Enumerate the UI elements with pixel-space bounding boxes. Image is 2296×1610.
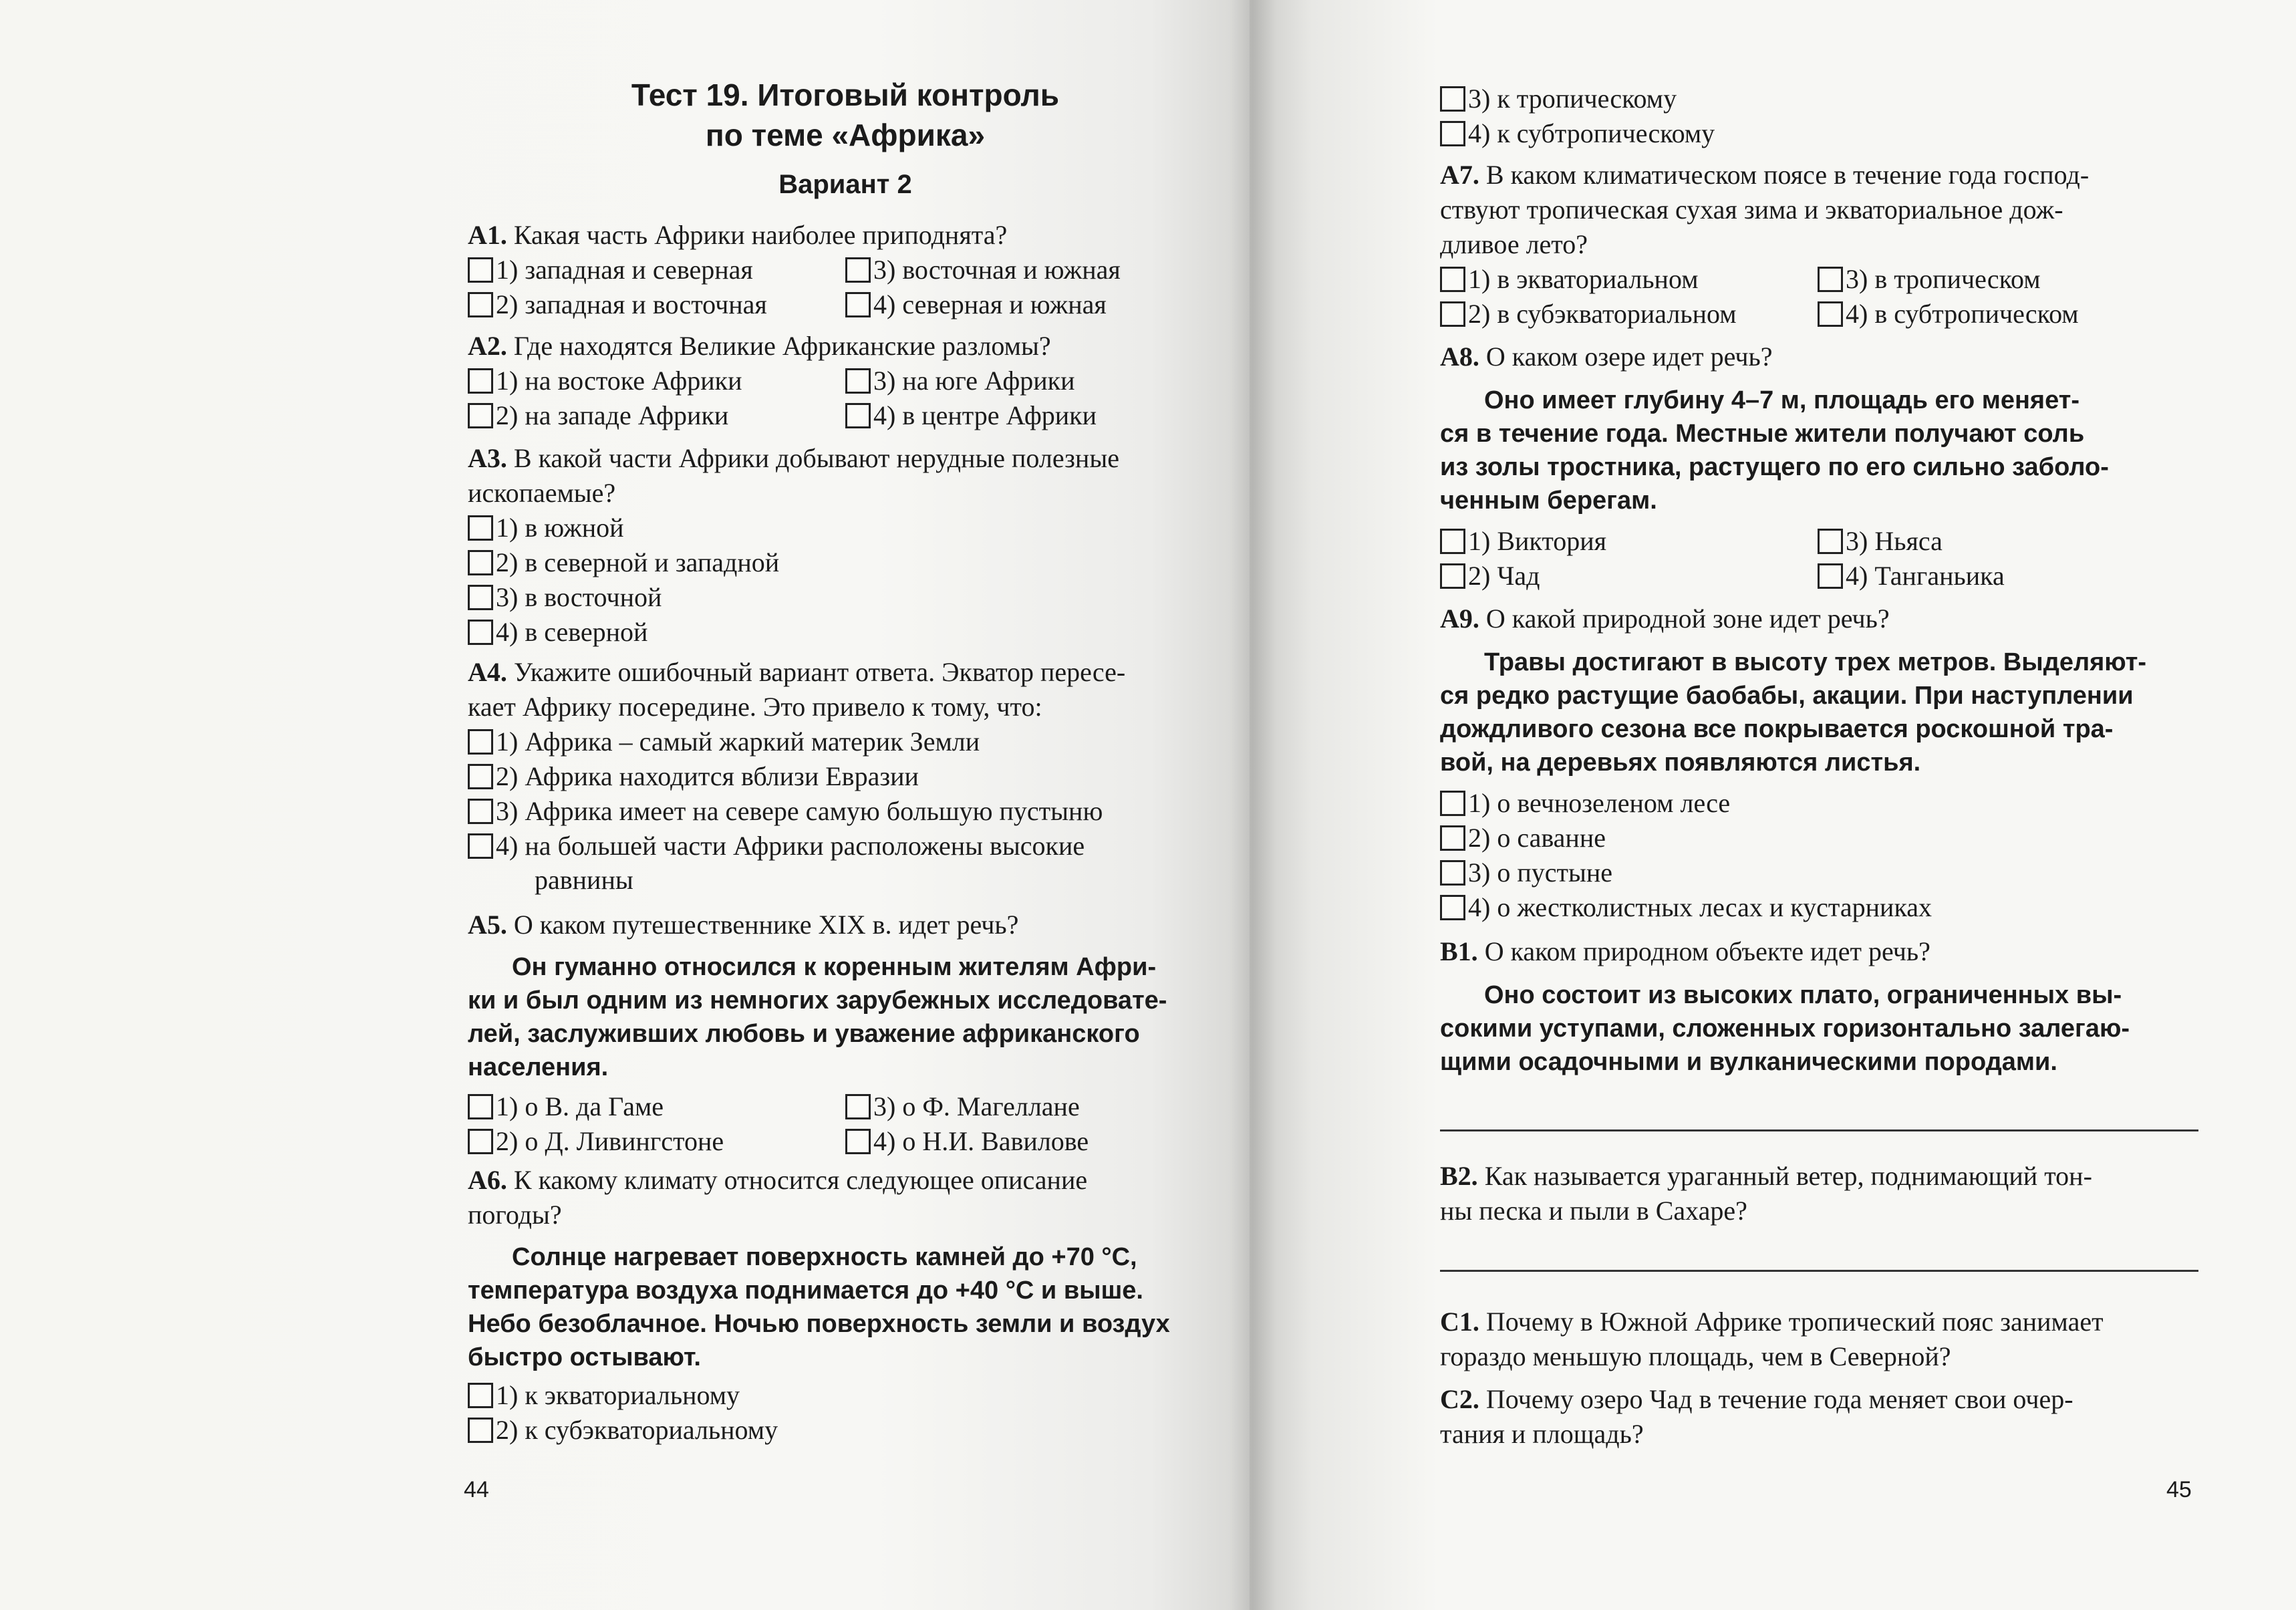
question-body: Почему в Южной Африке тропический пояс занимает	[1479, 1307, 2104, 1337]
option-label: 1) Африка – самый жаркий материк Земли	[496, 726, 980, 757]
option-label: 2) Африка находится вблизи Евразии	[496, 761, 919, 791]
page-number-right: 45	[2166, 1477, 2192, 1502]
option-label: 1) в экваториальном	[1468, 264, 1699, 294]
option-label: 2) на западе Африки	[496, 400, 729, 430]
option-4-continuation: равнины	[535, 865, 633, 895]
description-line: ченным берегам.	[1440, 487, 1657, 515]
checkbox[interactable]	[845, 1094, 871, 1119]
option-label: 4) о жестколистных лесах и кустарниках	[1468, 892, 1932, 922]
description	[1440, 384, 2198, 517]
question-number: А3.	[468, 443, 507, 473]
checkbox[interactable]	[845, 403, 871, 428]
checkbox[interactable]	[1440, 791, 1465, 816]
question-body: Укажите ошибочный вариант ответа. Экватор пересе-	[507, 657, 1126, 687]
option-label: 4) на большей части Африки расположены высокие	[496, 831, 1085, 861]
checkbox[interactable]	[468, 585, 493, 610]
option-4[interactable]	[845, 1124, 1089, 1159]
question-b1	[1440, 934, 2198, 1079]
description-line: Оно имеет глубину 4–7 м, площадь его меняет-	[1484, 386, 2079, 414]
option-4[interactable]	[468, 615, 648, 650]
question-body: Где находятся Великие Африканские разломы?	[507, 331, 1051, 361]
option-label: 1) Виктория	[1468, 526, 1607, 556]
question-a9	[1440, 601, 2198, 925]
option-row	[1440, 559, 2198, 593]
page-number-left: 44	[464, 1477, 489, 1502]
description-line: Оно состоит из высоких плато, ограниченных вы-	[1484, 981, 2122, 1009]
answer-line-b2[interactable]	[1440, 1270, 2198, 1272]
option-row	[1440, 116, 2198, 151]
option-label: 2) в северной и западной	[496, 547, 780, 577]
option-row	[468, 794, 1223, 829]
description-line: вой, на деревьях появляются листья.	[1440, 749, 1921, 777]
question-body: Почему озеро Чад в течение года меняет свои очер-	[1479, 1384, 2073, 1414]
option-label: 2) о Д. Ливингстоне	[496, 1126, 724, 1156]
checkbox[interactable]	[1440, 563, 1465, 589]
option-row	[468, 829, 1223, 863]
checkbox[interactable]	[468, 403, 493, 428]
option-4[interactable]	[845, 398, 1097, 433]
question-body: В какой части Африки добывают нерудные полезные	[507, 443, 1119, 473]
question-body: О каком природном объекте идет речь?	[1477, 936, 1930, 966]
option-row	[1440, 297, 2198, 331]
option-row	[468, 1413, 1223, 1448]
description-line: дождливого сезона все покрывается роскошной тра-	[1440, 715, 2114, 743]
option-label: 3) о пустыне	[1468, 857, 1612, 888]
question-a6	[468, 1163, 1223, 1448]
checkbox[interactable]	[1440, 529, 1465, 554]
checkbox[interactable]	[468, 764, 493, 789]
checkbox[interactable]	[1818, 563, 1843, 589]
option-label: 2) Чад	[1468, 561, 1540, 591]
description-line: Солнце нагревает поверхность камней до +70 °С,	[512, 1243, 1137, 1271]
description	[1440, 646, 2198, 779]
option-2[interactable]	[468, 398, 845, 433]
description-line: температура воздуха поднимается до +40 °С и выше.	[468, 1277, 1143, 1305]
question-a5	[468, 908, 1223, 1159]
question-a7	[1440, 158, 2198, 331]
question-a8	[1440, 340, 2198, 593]
checkbox[interactable]	[1440, 86, 1465, 112]
question-text	[1440, 934, 2198, 969]
option-row	[468, 1089, 1223, 1124]
checkbox[interactable]	[1818, 301, 1843, 327]
description-line: щими осадочными и вулканическими породами.	[1440, 1048, 2057, 1076]
option-2[interactable]	[468, 1413, 778, 1448]
option-label: 3) к тропическому	[1468, 84, 1677, 114]
option-label: 4) в северной	[496, 617, 648, 647]
checkbox[interactable]	[845, 1129, 871, 1154]
question-text-cont: ны песка и пыли в Сахаре?	[1440, 1196, 1747, 1226]
option-label: 3) в восточной	[496, 582, 662, 612]
checkbox[interactable]	[468, 1418, 493, 1443]
option-1[interactable]	[468, 253, 845, 287]
option-1[interactable]	[1440, 524, 1818, 559]
option-row	[468, 1378, 1223, 1413]
question-body: К какому климату относится следующее описание	[507, 1165, 1088, 1195]
question-body: В каком климатическом поясе в течение года господ-	[1479, 160, 2090, 190]
option-row	[468, 398, 1223, 433]
question-body: О какой природной зоне идет речь?	[1479, 603, 1890, 634]
question-text-cont: дливое лето?	[1440, 229, 1588, 259]
checkbox[interactable]	[468, 729, 493, 755]
checkbox[interactable]	[468, 515, 493, 541]
checkbox[interactable]	[468, 1094, 493, 1119]
checkbox[interactable]	[845, 368, 871, 394]
checkbox[interactable]	[468, 257, 493, 283]
option-4[interactable]	[1818, 297, 2079, 331]
option-2[interactable]	[468, 1124, 845, 1159]
question-a6-continued	[1440, 82, 2198, 151]
option-2[interactable]	[1440, 559, 1818, 593]
question-text-cont: погоды?	[468, 1200, 562, 1230]
checkbox[interactable]	[1440, 301, 1465, 327]
question-body: О каком озере идет речь?	[1479, 342, 1773, 372]
test-title	[468, 75, 1223, 155]
description-line: из золы тростника, растущего по его сильно заболо-	[1440, 453, 2109, 481]
option-row	[468, 580, 1223, 615]
option-label: 3) в тропическом	[1846, 264, 2041, 294]
answer-line-b1[interactable]	[1440, 1129, 2198, 1131]
option-2[interactable]	[1440, 297, 1818, 331]
option-label: 4) северная и южная	[873, 289, 1107, 319]
question-text	[468, 218, 1223, 253]
option-2[interactable]	[468, 287, 845, 322]
question-body: Какая часть Африки наиболее приподнята?	[507, 220, 1008, 250]
description-line: лей, заслуживших любовь и уважение африканского	[468, 1020, 1140, 1048]
option-label: 2) к субэкваториальному	[496, 1415, 778, 1445]
question-text-cont: ископаемые?	[468, 478, 616, 508]
question-a2	[468, 329, 1223, 433]
option-2[interactable]	[468, 545, 779, 580]
option-4[interactable]	[845, 287, 1107, 322]
checkbox[interactable]	[1440, 860, 1465, 886]
option-3[interactable]	[1440, 855, 1612, 890]
question-text-cont: гораздо меньшую площадь, чем в Северной?	[1440, 1341, 1951, 1371]
option-4[interactable]	[1818, 559, 2005, 593]
option-row	[1440, 890, 2198, 925]
question-text-cont: кает Африку посередине. Это привело к тому, что:	[468, 692, 1042, 722]
question-number: С1.	[1440, 1307, 1479, 1337]
question-b2	[1440, 1159, 2198, 1228]
description	[468, 1240, 1223, 1374]
checkbox[interactable]	[468, 1129, 493, 1154]
option-3[interactable]	[1440, 82, 1677, 116]
option-3[interactable]	[1818, 524, 1943, 559]
checkbox[interactable]	[468, 799, 493, 824]
option-row	[1440, 524, 2198, 559]
question-text	[1440, 601, 2198, 636]
question-c1	[1440, 1305, 2198, 1374]
title-line-1: Тест 19. Итоговый контроль	[631, 78, 1060, 112]
checkbox[interactable]	[468, 833, 493, 859]
question-c2	[1440, 1382, 2198, 1452]
checkbox[interactable]	[468, 1383, 493, 1408]
book-gutter	[1230, 0, 1276, 1610]
description-line: быстро остывают.	[468, 1343, 701, 1371]
option-4[interactable]	[1440, 890, 1932, 925]
question-number: А8.	[1440, 342, 1479, 372]
checkbox[interactable]	[468, 368, 493, 394]
option-label: 1) к экваториальному	[496, 1380, 740, 1410]
question-text-cont: тания и площадь?	[1440, 1419, 1644, 1449]
option-row	[468, 545, 1223, 580]
option-label: 1) о В. да Гаме	[496, 1091, 664, 1121]
option-label: 2) о саванне	[1468, 823, 1606, 853]
option-1[interactable]	[1440, 786, 1730, 821]
option-label: 3) Ньяса	[1846, 526, 1943, 556]
question-number: А7.	[1440, 160, 1479, 190]
question-number: В2.	[1440, 1161, 1478, 1191]
checkbox[interactable]	[468, 550, 493, 575]
question-text-cont: ствуют тропическая сухая зима и экваториальное дож-	[1440, 194, 2063, 225]
variant-heading: Вариант 2	[778, 170, 912, 199]
option-label: 4) о Н.И. Вавилове	[873, 1126, 1089, 1156]
option-4[interactable]	[1440, 116, 1715, 151]
question-body: Как называется ураганный ветер, поднимающий тон-	[1477, 1161, 2092, 1191]
option-3[interactable]	[1818, 262, 2041, 297]
option-label: 2) западная и восточная	[496, 289, 767, 319]
description-line: сокими уступами, сложенных горизонтально залегаю-	[1440, 1015, 2130, 1043]
question-text	[1440, 1382, 2198, 1417]
option-row	[468, 287, 1223, 322]
option-1[interactable]	[468, 511, 624, 545]
option-label: 1) западная и северная	[496, 255, 753, 285]
option-row	[1440, 82, 2198, 116]
checkbox[interactable]	[1440, 825, 1465, 851]
option-label: 3) о Ф. Магеллане	[873, 1091, 1080, 1121]
question-a1	[468, 218, 1223, 322]
question-number: А6.	[468, 1165, 507, 1195]
option-row	[468, 1124, 1223, 1159]
option-label: 4) в субтропическом	[1846, 299, 2079, 329]
checkbox[interactable]	[845, 257, 871, 283]
question-text	[468, 908, 1223, 942]
option-3[interactable]	[468, 794, 1103, 829]
option-label: 3) восточная и южная	[873, 255, 1121, 285]
option-row	[468, 364, 1223, 398]
option-row	[1440, 262, 2198, 297]
option-1[interactable]	[468, 364, 845, 398]
option-label: 4) в центре Африки	[873, 400, 1097, 430]
option-label: 4) к субтропическому	[1468, 118, 1715, 148]
option-row	[468, 253, 1223, 287]
option-row	[468, 511, 1223, 545]
question-number: А2.	[468, 331, 507, 361]
checkbox[interactable]	[1818, 529, 1843, 554]
description-line: ки и был одним из немногих зарубежных исследовате-	[468, 986, 1167, 1015]
description-line: ся в течение года. Местные жители получают соль	[1440, 420, 2085, 448]
checkbox[interactable]	[1818, 267, 1843, 292]
option-1[interactable]	[468, 724, 980, 759]
option-1[interactable]	[1440, 262, 1818, 297]
checkbox[interactable]	[468, 292, 493, 317]
option-3[interactable]	[845, 253, 1121, 287]
checkbox[interactable]	[1440, 121, 1465, 146]
option-row	[1440, 786, 2198, 821]
option-row	[468, 615, 1223, 650]
title-line-2: по теме «Африка»	[705, 118, 986, 152]
question-a4	[468, 655, 1223, 897]
option-label: 1) в южной	[496, 513, 624, 543]
checkbox[interactable]	[845, 292, 871, 317]
option-label: 1) о вечнозеленом лесе	[1468, 788, 1731, 818]
checkbox[interactable]	[468, 620, 493, 645]
option-row	[1440, 855, 2198, 890]
option-2[interactable]	[468, 759, 919, 794]
question-body: О каком путешественнике XIX в. идет речь?	[507, 910, 1019, 940]
option-row	[1440, 821, 2198, 855]
option-label: 1) на востоке Африки	[496, 366, 742, 396]
description	[1440, 978, 2198, 1079]
option-label: 2) в субэкваториальном	[1468, 299, 1737, 329]
question-text	[1440, 340, 2198, 374]
checkbox[interactable]	[1440, 267, 1465, 292]
question-number: А4.	[468, 657, 507, 687]
description	[468, 950, 1223, 1084]
question-number: А5.	[468, 910, 507, 940]
option-label: 3) Африка имеет на севере самую большую пустыню	[496, 796, 1103, 826]
option-3[interactable]	[468, 580, 662, 615]
option-label: 3) на юге Африки	[873, 366, 1075, 396]
question-text	[1440, 1305, 2198, 1339]
description-line: населения.	[468, 1053, 609, 1081]
option-row	[468, 759, 1223, 794]
question-number: А9.	[1440, 603, 1479, 634]
description-line: Небо безоблачное. Ночью поверхность земли и воздух	[468, 1310, 1170, 1338]
question-text	[468, 329, 1223, 364]
question-text	[1440, 1159, 2198, 1194]
option-1[interactable]	[468, 1378, 740, 1413]
question-text	[1440, 158, 2198, 192]
option-3[interactable]	[845, 364, 1075, 398]
option-label: 4) Танганьика	[1846, 561, 2005, 591]
question-number: С2.	[1440, 1384, 1479, 1414]
question-text	[468, 441, 1223, 476]
question-text	[468, 655, 1223, 690]
checkbox[interactable]	[1440, 895, 1465, 920]
option-4[interactable]	[468, 829, 1085, 863]
option-2[interactable]	[1440, 821, 1606, 855]
option-3[interactable]	[845, 1089, 1080, 1124]
question-number: В1.	[1440, 936, 1478, 966]
description-line: Он гуманно относился к коренным жителям Афри-	[512, 953, 1157, 981]
option-row	[468, 724, 1223, 759]
description-line: Травы достигают в высоту трех метров. Выделяют-	[1484, 648, 2147, 676]
question-number: А1.	[468, 220, 507, 250]
question-a3	[468, 441, 1223, 650]
description-line: ся редко растущие баобабы, акации. При наступлении	[1440, 682, 2134, 710]
question-text	[468, 1163, 1223, 1198]
option-1[interactable]	[468, 1089, 845, 1124]
